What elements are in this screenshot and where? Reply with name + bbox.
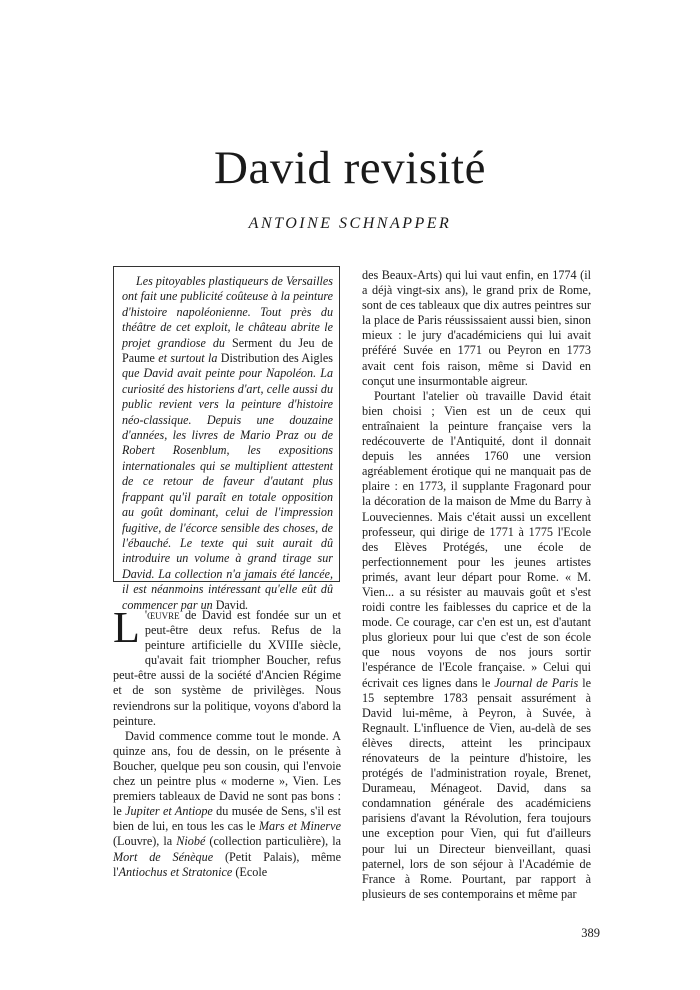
body-paragraph	[113, 729, 341, 880]
paragraph-text: de David est fondée sur un et peut-être deux refus. Refus de la peinture artificielle du XVIIIe siècle, qu'avait fait triompher Boucher, refus peut-être aussi de la société d'Ancien Régime et de son système de privilèges. Nous reviendrons sur la politique, voyons d'abord la peinture.	[113, 608, 341, 728]
body-paragraph	[362, 389, 591, 902]
paragraph-text: du musée de Sens, s'il est bien de lui, en tous les cas le	[113, 804, 341, 834]
publication-title: Journal de Paris	[494, 675, 579, 690]
article-author: ANTOINE SCHNAPPER	[248, 215, 452, 232]
paragraph-text: David commence comme tout le monde. A quinze ans, fou de dessin, on le présente à Boucher, quelque peu son cousin, qui l'envoie chez un peintre plus « moderne », Vien. Les premiers tableaux de David ne sont pas bons : le	[113, 728, 341, 819]
artwork-title: Mort de Sénèque	[113, 849, 214, 864]
abstract-roman-1: Serment du Jeu de Paume	[122, 335, 333, 366]
abstract-text: Les pitoyables plastiqueurs de Versailles ont fait une publicité coûteuse à la peinture d'histoire napoléonienne. Tout près du théâtre de cet exploit, le château abrite le projet grandiose du	[122, 274, 333, 350]
paragraph-text: (Ecole	[232, 864, 268, 879]
body-paragraph: des Beaux-Arts) qui lui vaut enfin, en 1774 (il a déjà vingt-six ans), le grand prix de Rome, sont de ces tableaux que dix autres peintres sur la place de Paris réussissaient aussi bien, sinon mieux : le jury d'académiciens qui lui avait préféré Suvée en 1771 ou Peyron en 1773 avait cent fois raison, même si David en conçut une insurmontable aigreur.	[362, 268, 591, 388]
page-number: 389	[581, 926, 600, 940]
article-title: David revisité	[214, 142, 486, 194]
artwork-title: Jupiter et Antiope	[125, 804, 213, 819]
left-column	[113, 603, 342, 880]
body-paragraph	[113, 603, 341, 729]
small-caps-lead: 'œuvre	[144, 608, 180, 622]
abstract-roman-3: David	[215, 597, 246, 612]
artwork-title: Niobé	[176, 834, 206, 849]
abstract-roman-2: Distribution des Aigles	[220, 351, 333, 366]
drop-cap: L	[113, 603, 140, 652]
abstract-text: que David avait peinte pour Napoléon. La curiosité des historiens d'art, celle aussi du public revient vers la peinture d'histoire néo-classique. Depuis une douzaine d'années, les livres de Mario Praz ou de Robert Rosenblum, les expositions internationales qui se multiplient attestent de ce retour de faveur d'autant plus frappant qu'il paraît en totale opposition au goût dominant, celui de l'impression fugitive, de l'écorce sensible des choses, de l'ébauché. Le texte qui suit aurait dû introduire un volume à grand tirage sur David. La collection n'a jamais été lancée, il est néanmoins intéressant qu'elle eût dû commencer par un	[122, 366, 333, 612]
paragraph-text: (collection particulière), la	[205, 834, 342, 849]
right-column	[362, 268, 591, 902]
abstract-text: et surtout la	[154, 351, 221, 366]
paragraph-text: (Petit Palais), même l'	[113, 849, 342, 879]
paragraph-text: le 15 septembre 1783 pensait assurément à David lui-même, à Peyron, à Suvée, à Regnault. L'influence de Vien, au-delà de ses élèves directs, atteint les principaux rénovateurs de la peinture d'histoire, les protégés de l'administration royale, Brenet, Durameau, Ménageot. David, dans sa condamnation générale des académiciens parisiens d'avant la Révolution, fera toujours une exception pour Vien, qui fut d'ailleurs pour lui un Directeur bienveillant, quasi paternel, lors de son séjour à l'Académie de France à Rome. Pourtant, par rapport à plusieurs de ses contemporains et même par	[362, 675, 592, 901]
paragraph-text: (Louvre), la	[113, 834, 177, 849]
artwork-title: Mars et Minerve	[258, 819, 341, 834]
artwork-title: Antiochus et Stratonice	[118, 864, 233, 879]
abstract-text: .	[245, 597, 249, 612]
abstract-box	[113, 266, 340, 612]
paragraph-text: Pourtant l'atelier où travaille David était bien choisi ; Vien est un de ceux qui entraînaient la peinture française vers la redécouverte de l'Antiquité, dont il donnait depuis les années 1760 une version agréablement érotique qui ne manquait pas de plaire : en 1773, il supplante Fragonard pour la décoration de la maison de Mme du Barry à Louveciennes. Mais c'était aussi un excellent professeur, qui dirige de 1771 à 1775 l'Ecole des Elèves Protégés, une école de perfectionnement pour les jeunes artistes primés, avant leur départ pour Rome. « M. Vien... a su résister au mauvais goût et s'est roidi contre les faiblesses du caprice et de la mode. Ce courage, car c'en est un, est d'autant plus glorieux pour lui que c'est de son école que nous voyons de nos jours sortir l'espérance de l'Ecole française. » Celui qui écrivait ces lignes dans le	[362, 388, 591, 690]
